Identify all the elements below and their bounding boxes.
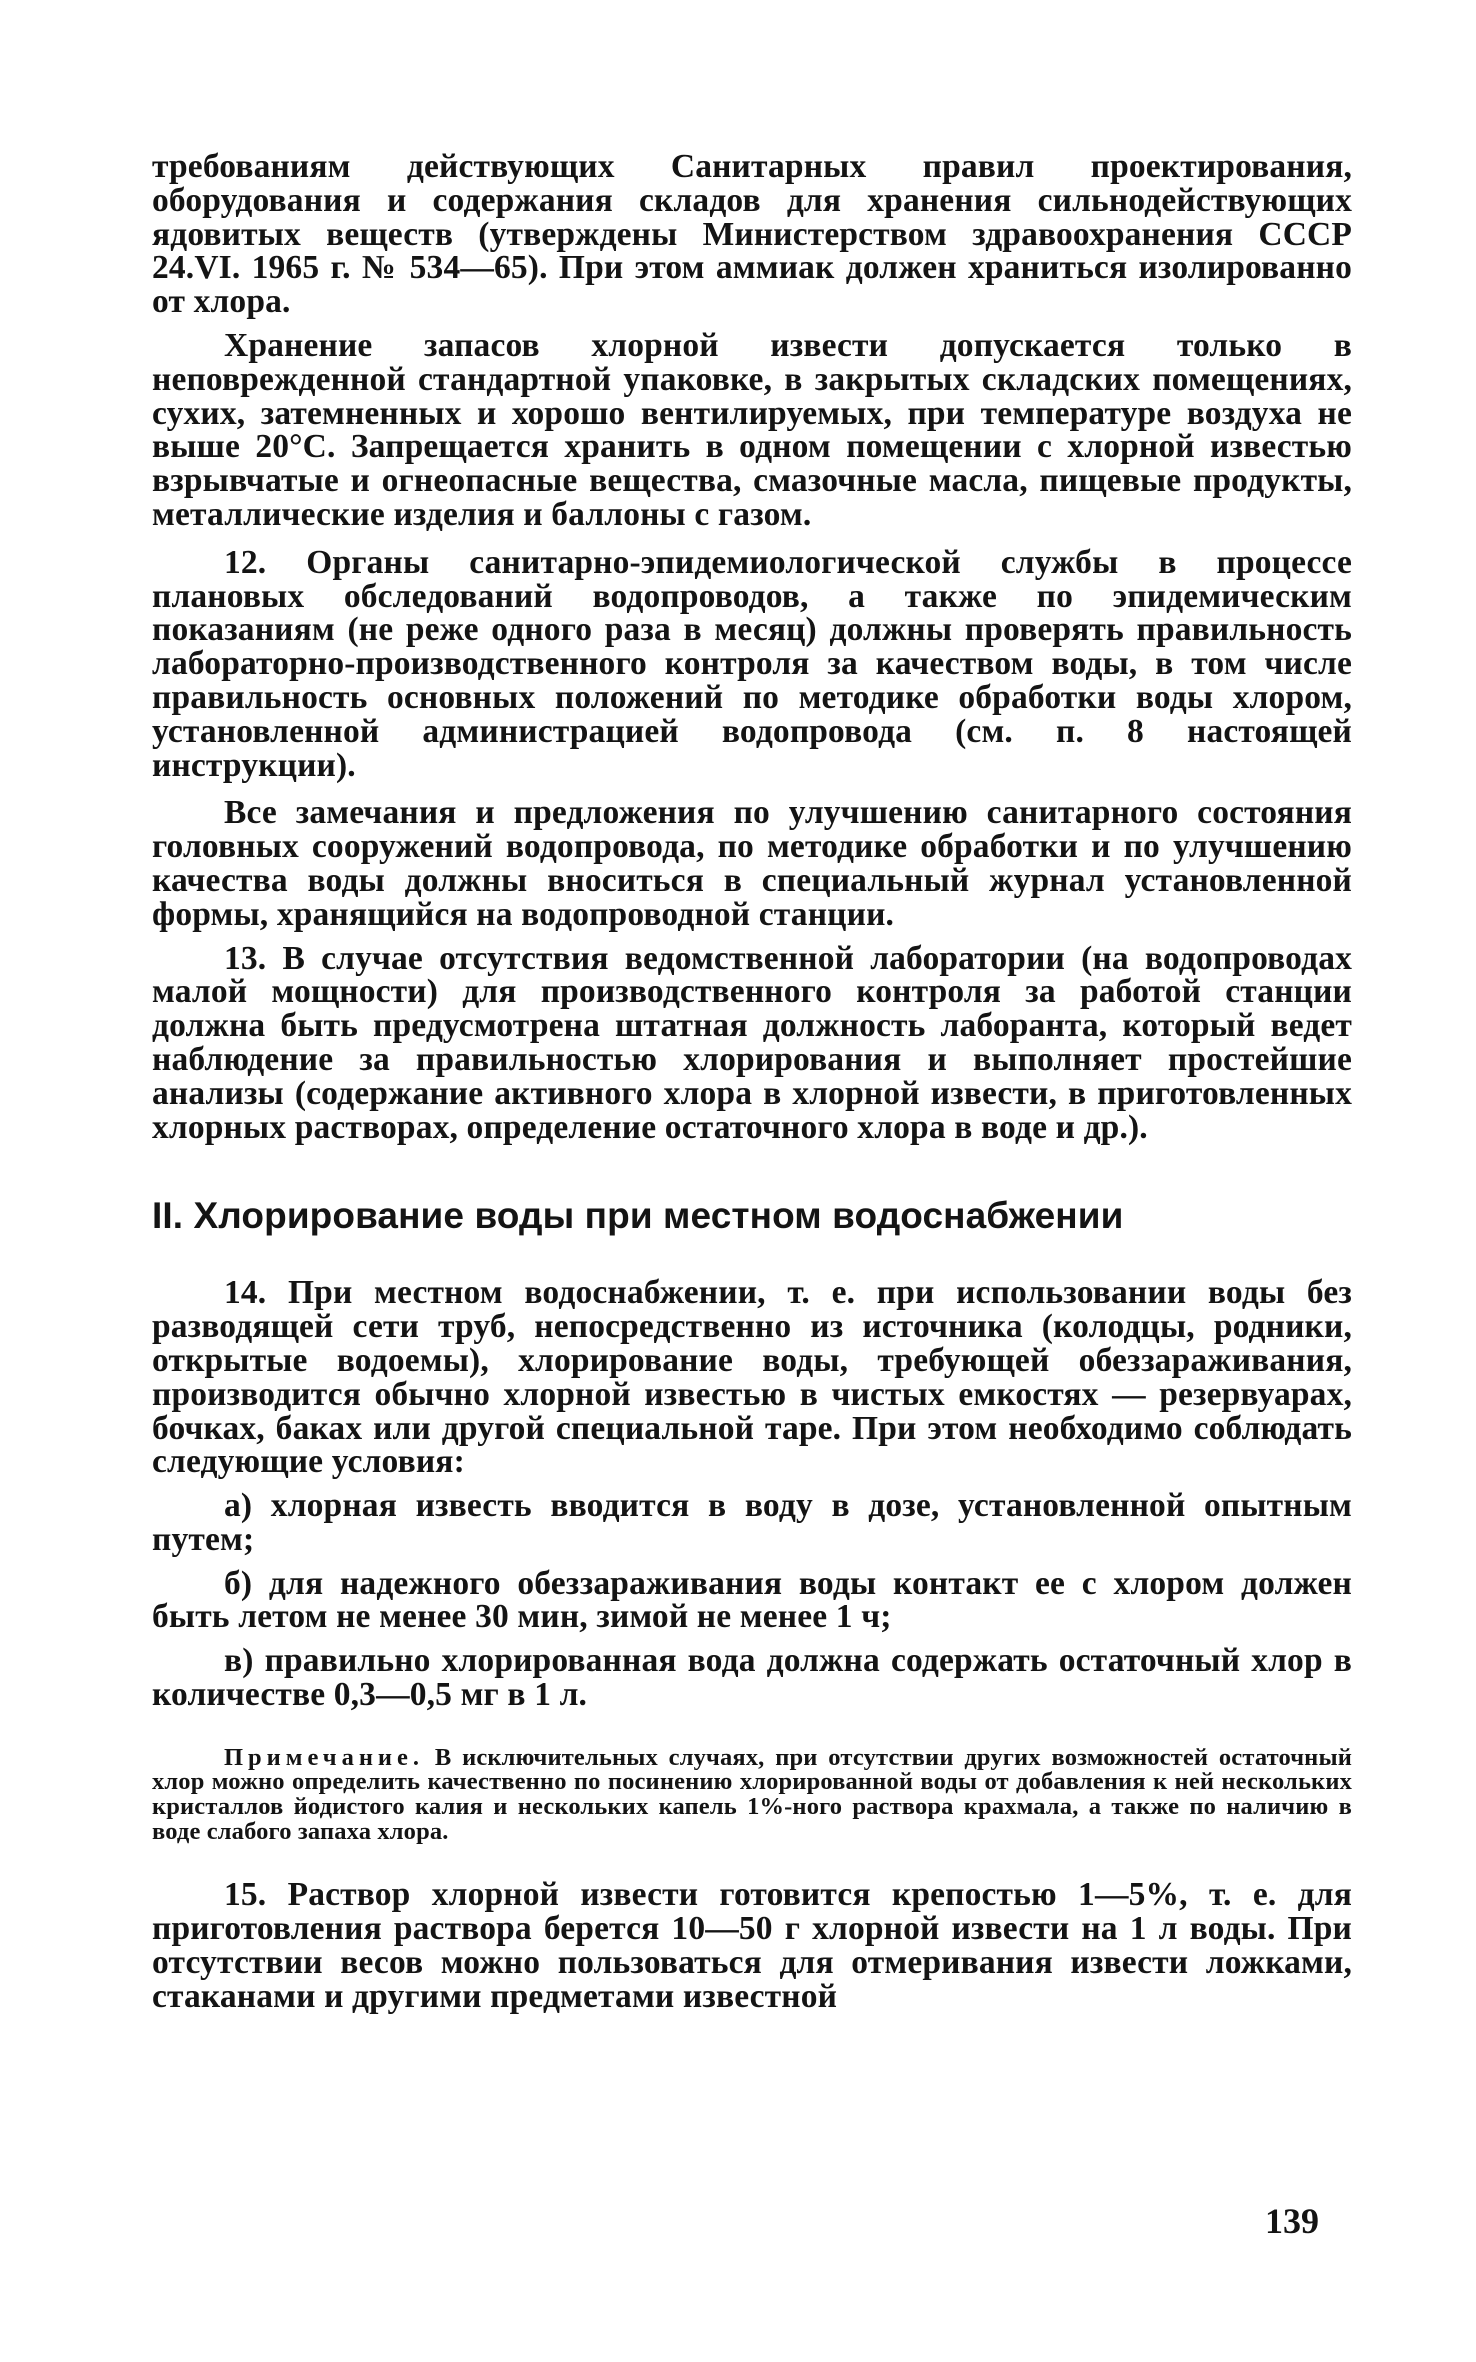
paragraph-item-12: 12. Органы санитарно-эпидемиологической службы в процессе плановых обследований водопроводов, а также по эпидемическим показаниям (не реже одного раза в месяц) должны проверять правильность лабораторно-производственного контроля за качеством воды, в том числе правильность основных положений по методике обработки воды хлором, установленной администрацией водопровода (см. п. 8 настоящей инструкции). [152,543,1352,784]
paragraph-item-15: 15. Раствор хлорной извести готовится крепостью 1—5%, т. е. для приготовления раствора берется 10—50 г хлорной извести на 1 л воды. При отсутствии весов можно пользоваться для отмеривания извести ложками, стаканами и другими предметами известной [152,1876,1352,2015]
condition-b: б) для надежного обеззараживания воды контакт ее с хлором должен быть летом не менее 30 мин, зимой не менее 1 ч; [152,1564,1352,1636]
paragraph-item-13: 13. В случае отсутствия ведомственной лаборатории (на водопроводах малой мощности) для производственного контроля за работой станции должна быть предусмотрена штатная должность лаборанта, который ведет наблюдение за правильностью хлорирования и выполняет простейшие анализы (содержание активного хлора в хлорной извести, в приготовленных хлорных растворах, определение остаточного хлора в воде и др.). [152,939,1352,1146]
document-page [152,150,1352,2013]
note-label: Примечание. [224,1743,425,1771]
note-text: В исключительных случаях, при отсутствии других возможностей остаточный хлор можно определить качественно по посинению хлорированной воды от добавления к ней нескольких кристаллов йодистого калия и нескольких капель 1%-ного раствора крахмала, а также по наличию в воде слабого запаха хлора. [152,1743,1352,1845]
paragraph-storage-rules-continuation: требованиям действующих Санитарных правил проектирования, оборудования и содержания складов для хранения сильнодействующих ядовитых веществ (утверждены Министерством здравоохранения СССР 24.VI. 1965 г. № 534—65). При этом аммиак должен храниться изолированно от хлора. [152,148,1352,321]
paragraph-item-14: 14. При местном водоснабжении, т. е. при использовании воды без разводящей сети труб, непосредственно из источника (колодцы, родники, открытые водоемы), хлорирование воды, требующей обеззараживания, производится обычно хлорной известью в чистых емкостях — резервуарах, бочках, баках или другой специальной таре. При этом необходимо соблюдать следующие условия: [152,1274,1352,1481]
condition-a: а) хлорная известь вводится в воду в дозе, установленной опытным путем; [152,1487,1352,1558]
paragraph-bleach-storage: Хранение запасов хлорной извести допускается только в неповрежденной стандартной упаковке, в закрытых складских помещениях, сухих, затемненных и хорошо вентилируемых, при температуре воздуха не выше 20°С. Запрещается хранить в одном помещении с хлорной известью взрывчатые и огнеопасные вещества, смазочные масла, пищевые продукты, металлические изделия и баллоны с газом. [152,326,1352,533]
condition-c: в) правильно хлорированная вода должна содержать остаточный хлор в количестве 0,3—0,5 мг в 1 л. [152,1642,1352,1714]
section-heading: II. Хлорирование воды при местном водоснабжении [152,1195,1124,1237]
page-number: 139 [1265,2201,1319,2241]
paragraph-remarks-journal: Все замечания и предложения по улучшению санитарного состояния головных сооружений водопровода, по методике обработки и по улучшению качества воды должны вноситься в специальный журнал установленной формы, хранящийся на водопроводной станции. [152,794,1352,933]
note-block [152,1743,1352,1845]
